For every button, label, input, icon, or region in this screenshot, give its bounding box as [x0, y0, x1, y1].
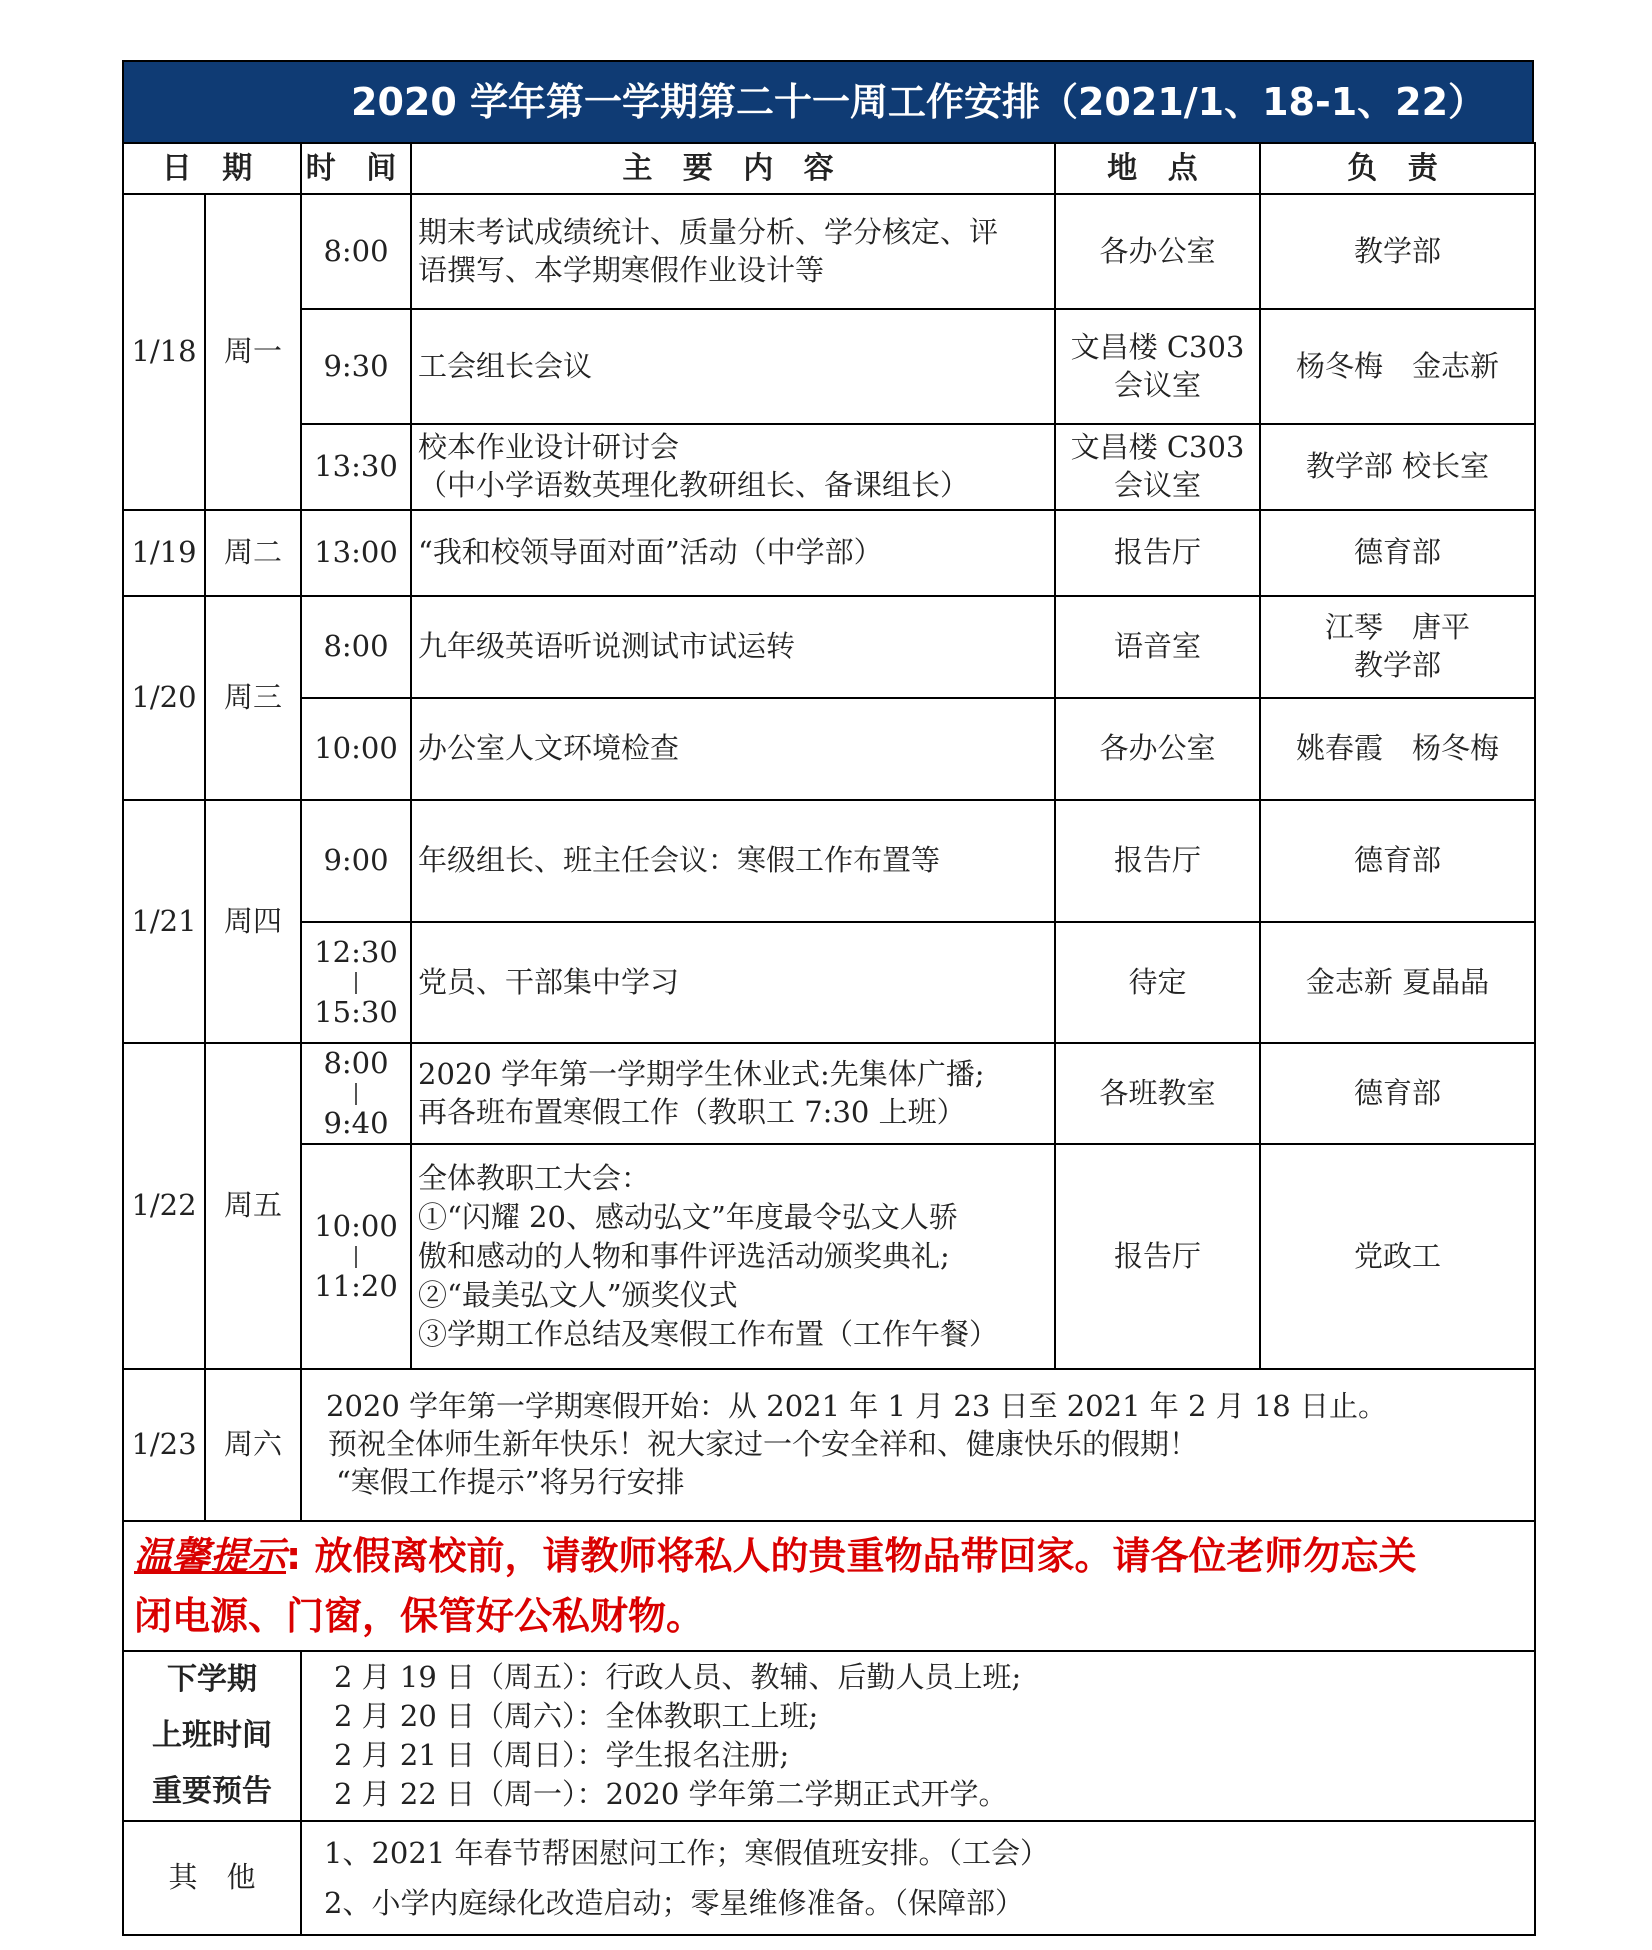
- owner-cell: 党政工: [1260, 1144, 1535, 1369]
- place-cell: 各办公室: [1055, 194, 1260, 309]
- holiday-line: 2020 学年第一学期寒假开始：从 2021 年 1 月 23 日至 2021 年 2 月 18 日止。: [326, 1389, 1387, 1424]
- other-content: [301, 1821, 1535, 1935]
- time-cell: [301, 922, 411, 1043]
- content-line: ③学期工作总结及寒假工作布置（工作午餐）: [418, 1317, 999, 1351]
- next-term-label-line: 重要预告: [152, 1774, 272, 1809]
- place-line: 会议室: [1114, 367, 1202, 402]
- time-cell: [301, 1043, 411, 1144]
- owner-cell: 德育部: [1260, 1043, 1535, 1144]
- time-range-bar: [355, 1246, 357, 1268]
- content-line: ①“闪耀 20、感动弘文”年度最令弘文人骄: [418, 1200, 958, 1234]
- time-cell: 9:30: [301, 309, 411, 424]
- time-from: 12:30: [314, 935, 398, 970]
- place-line: 文昌楼 C303: [1070, 430, 1245, 465]
- content-cell: [411, 194, 1055, 309]
- time-cell: 8:00: [301, 194, 411, 309]
- content-cell: [411, 424, 1055, 510]
- notice-row: [123, 1521, 1535, 1651]
- time-cell: 10:00: [301, 698, 411, 800]
- warm-notice: [123, 1521, 1535, 1651]
- other-row: [123, 1821, 1535, 1935]
- content-cell: [411, 1144, 1055, 1369]
- next-term-label: [123, 1651, 301, 1821]
- time-range-bar: [355, 972, 357, 994]
- other-line: 1、2021 年春节帮困慰问工作；寒假值班安排。（工会）: [324, 1836, 1049, 1870]
- weekday-cell: 周四: [205, 800, 301, 1043]
- time-from: 10:00: [314, 1209, 398, 1244]
- place-line: 会议室: [1114, 468, 1202, 502]
- content-line: 语撰写、本学期寒假作业设计等: [418, 252, 825, 287]
- content-line: ②“最美弘文人”颁奖仪式: [418, 1278, 738, 1312]
- table-row: [123, 510, 1535, 596]
- next-term-label-line: 上班时间: [152, 1718, 272, 1753]
- next-term-label-line: 下学期: [167, 1662, 257, 1697]
- owner-cell: 德育部: [1260, 510, 1535, 596]
- owner-cell: 德育部: [1260, 800, 1535, 922]
- owner-cell: 金志新 夏晶晶: [1260, 922, 1535, 1043]
- place-cell: 报告厅: [1055, 800, 1260, 922]
- time-from: 8:00: [323, 1046, 389, 1081]
- date-cell: 1/23: [123, 1369, 205, 1521]
- other-label: 其 他: [123, 1821, 301, 1935]
- owner-cell: 杨冬梅 金志新: [1260, 309, 1535, 424]
- place-cell: [1055, 424, 1260, 510]
- content-line: 期末考试成绩统计、质量分析、学分核定、评: [418, 214, 999, 249]
- place-cell: 待定: [1055, 922, 1260, 1043]
- table-row: [123, 596, 1535, 698]
- owner-cell: 教学部 校长室: [1260, 424, 1535, 510]
- holiday-line: “寒假工作提示”将另行安排: [336, 1464, 685, 1499]
- content-cell: 年级组长、班主任会议：寒假工作布置等: [411, 800, 1055, 922]
- place-line: 文昌楼 C303: [1070, 329, 1245, 364]
- date-cell: 1/19: [123, 510, 205, 596]
- notice-text-2: 闭电源、门窗，保管好公私财物。: [134, 1594, 705, 1638]
- place-cell: 各班教室: [1055, 1043, 1260, 1144]
- schedule-sheet: [122, 60, 1534, 1936]
- table-row: [123, 1369, 1535, 1521]
- time-cell: 13:30: [301, 424, 411, 510]
- time-cell: 13:00: [301, 510, 411, 596]
- header-content: 主 要 内 容: [411, 143, 1055, 194]
- header-owner: 负 责: [1260, 143, 1535, 194]
- weekday-cell: 周五: [205, 1043, 301, 1369]
- date-cell: 1/20: [123, 596, 205, 800]
- table-row: [123, 424, 1535, 510]
- weekday-cell: 周六: [205, 1369, 301, 1521]
- content-cell: 九年级英语听说测试市试运转: [411, 596, 1055, 698]
- date-cell: 1/21: [123, 800, 205, 1043]
- table-row: [123, 309, 1535, 424]
- next-term-line: 2 月 20 日（周六）：全体教职工上班;: [334, 1699, 819, 1733]
- content-line: 全体教职工大会：: [418, 1161, 651, 1195]
- table-row: [123, 698, 1535, 800]
- header-date: 日 期: [123, 143, 301, 194]
- header-row: [123, 143, 1535, 194]
- time-cell: 9:00: [301, 800, 411, 922]
- notice-label: 温馨提示: [134, 1534, 287, 1578]
- weekday-cell: 周三: [205, 596, 301, 800]
- place-cell: 报告厅: [1055, 510, 1260, 596]
- next-term-line: 2 月 19 日（周五）：行政人员、教辅、后勤人员上班;: [334, 1660, 1022, 1694]
- content-line: 校本作业设计研讨会: [418, 430, 680, 465]
- place-cell: [1055, 309, 1260, 424]
- content-cell: 工会组长会议: [411, 309, 1055, 424]
- header-time: 时 间: [301, 143, 411, 194]
- next-term-line: 2 月 21 日（周日）：学生报名注册;: [334, 1738, 790, 1772]
- content-line: （中小学语数英理化教研组长、备课组长）: [418, 468, 970, 502]
- time-to: 11:20: [314, 1268, 398, 1303]
- header-place: 地 点: [1055, 143, 1260, 194]
- owner-cell: 姚春霞 杨冬梅: [1260, 698, 1535, 800]
- owner-cell: [1260, 596, 1535, 698]
- place-cell: 报告厅: [1055, 1144, 1260, 1369]
- weekday-cell: 周一: [205, 194, 301, 510]
- holiday-cell: [301, 1369, 1535, 1521]
- date-cell: 1/22: [123, 1043, 205, 1369]
- owner-cell: 教学部: [1260, 194, 1535, 309]
- content-cell: [411, 1043, 1055, 1144]
- time-cell: [301, 1144, 411, 1369]
- notice-text: : 放假离校前，请教师将私人的贵重物品带回家。请各位老师勿忘关: [286, 1534, 1417, 1578]
- table-row: [123, 1144, 1535, 1369]
- content-cell: 办公室人文环境检查: [411, 698, 1055, 800]
- time-to: 15:30: [314, 994, 398, 1029]
- table-row: [123, 1043, 1535, 1144]
- date-cell: 1/18: [123, 194, 205, 510]
- schedule-table: [122, 142, 1536, 1936]
- content-line: 2020 学年第一学期学生休业式:先集体广播;: [418, 1056, 985, 1091]
- page-title: 2020 学年第一学期第二十一周工作安排（2021/1、18-1、22）: [122, 60, 1534, 142]
- owner-line: 江琴 唐平: [1325, 610, 1471, 645]
- holiday-line: 预祝全体师生新年快乐！祝大家过一个安全祥和、健康快乐的假期！: [328, 1427, 1199, 1462]
- table-row: [123, 922, 1535, 1043]
- time-cell: 8:00: [301, 596, 411, 698]
- weekday-cell: 周二: [205, 510, 301, 596]
- next-term-line: 2 月 22 日（周一）：2020 学年第二学期正式开学。: [334, 1777, 1008, 1811]
- owner-line: 教学部: [1354, 648, 1442, 682]
- time-range-bar: [355, 1083, 357, 1105]
- content-line: 傲和感动的人物和事件评选活动颁奖典礼;: [418, 1239, 950, 1273]
- other-line: 2、小学内庭绿化改造启动；零星维修准备。（保障部）: [324, 1886, 1024, 1920]
- table-row: [123, 800, 1535, 922]
- content-cell: 党员、干部集中学习: [411, 922, 1055, 1043]
- content-line: 再各班布置寒假工作（教职工 7:30 上班）: [418, 1094, 966, 1129]
- content-cell: “我和校领导面对面”活动（中学部）: [411, 510, 1055, 596]
- place-cell: 各办公室: [1055, 698, 1260, 800]
- time-to: 9:40: [323, 1105, 389, 1140]
- place-cell: 语音室: [1055, 596, 1260, 698]
- next-term-row: [123, 1651, 1535, 1821]
- next-term-content: [301, 1651, 1535, 1821]
- table-row: [123, 194, 1535, 309]
